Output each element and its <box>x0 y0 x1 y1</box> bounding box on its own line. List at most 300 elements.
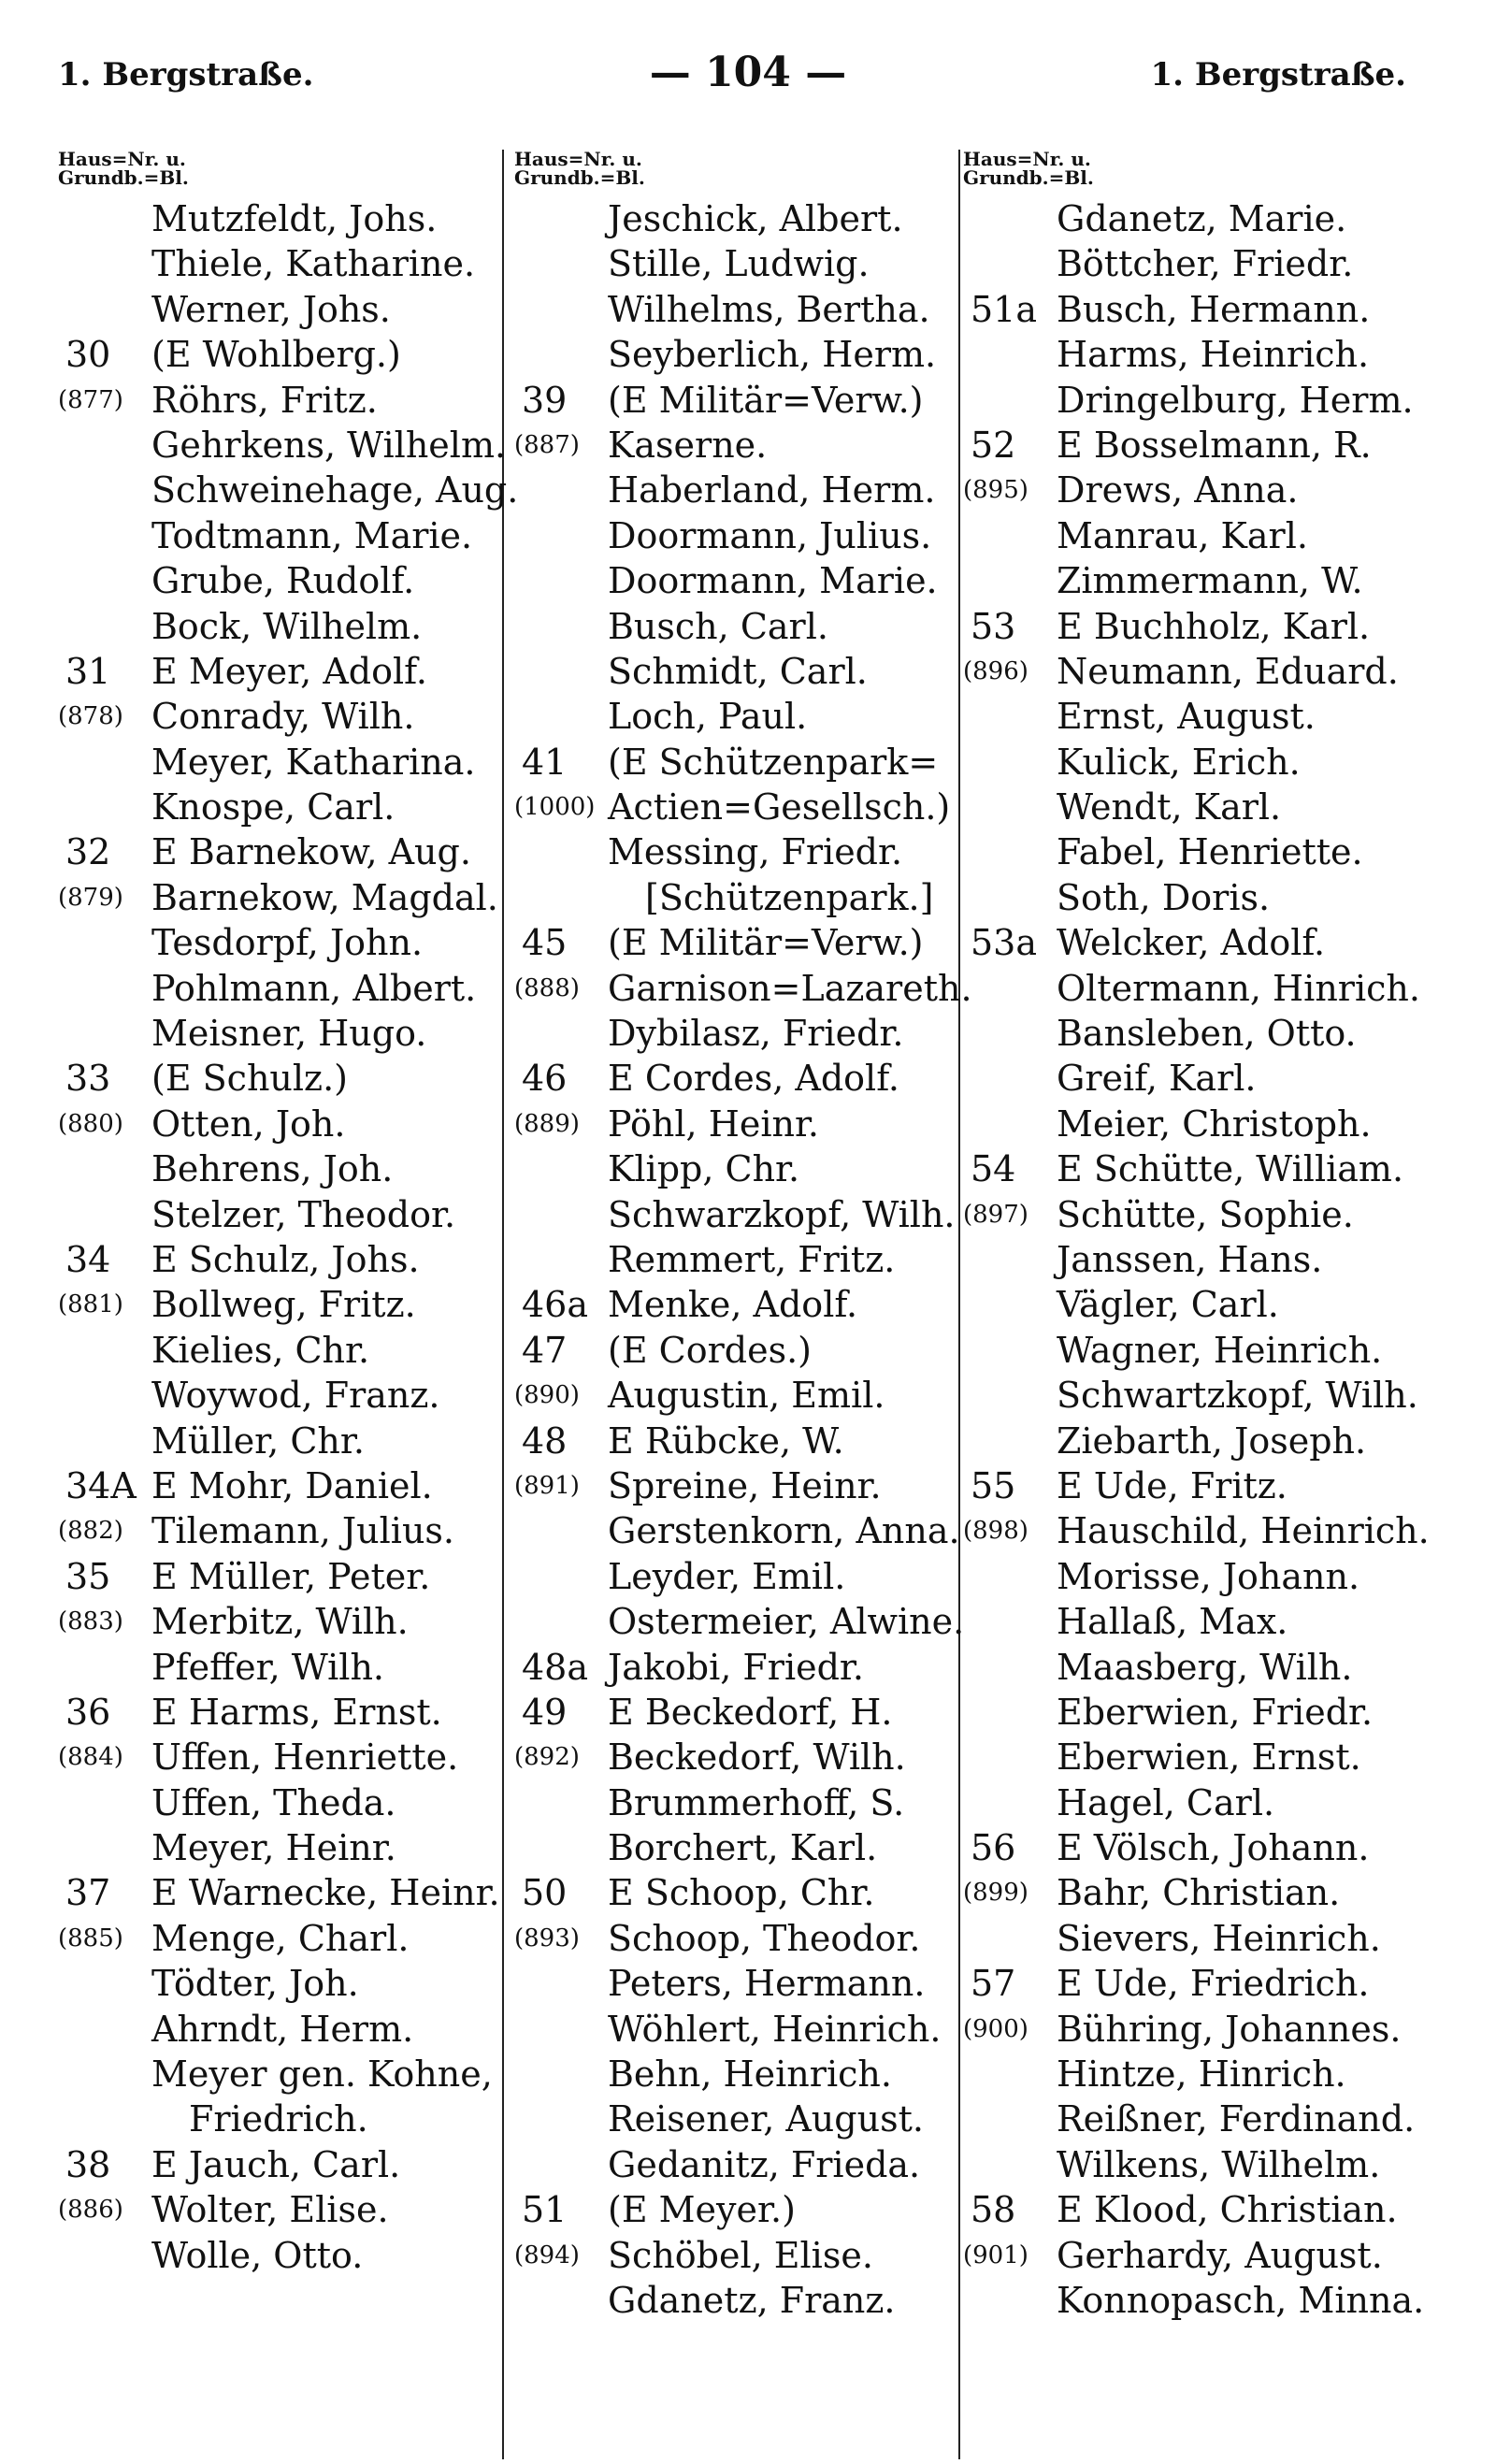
resident-name: Ernst, August. <box>1057 696 1316 738</box>
directory-entry <box>58 1328 502 1373</box>
resident-name: [Schützenpark.] <box>645 876 934 918</box>
house-number: 32 <box>65 831 111 873</box>
directory-column-1 <box>58 148 519 2278</box>
directory-entry <box>963 1508 1431 1553</box>
resident-name: Reißner, Ferdinand. <box>1057 2098 1416 2140</box>
directory-entry <box>963 920 1431 965</box>
resident-name: Hauschild, Heinrich. <box>1057 1510 1430 1552</box>
running-header-right: 1. Bergstraße. <box>1150 56 1406 94</box>
parcel-number: (879) <box>58 883 123 912</box>
directory-entry <box>58 1916 502 1961</box>
directory-entry <box>963 1192 1431 1237</box>
directory-entry <box>963 875 1431 920</box>
resident-name: Menge, Charl. <box>151 1917 410 1959</box>
house-number: 30 <box>65 334 111 376</box>
directory-entry <box>58 1599 502 1644</box>
directory-entry <box>963 1419 1431 1463</box>
resident-name: Spreine, Heinr. <box>608 1464 882 1506</box>
directory-entry <box>514 1961 963 2006</box>
directory-entry <box>963 1780 1431 1825</box>
directory-entry <box>963 1102 1431 1146</box>
directory-entry <box>58 2142 502 2187</box>
parcel-number: (899) <box>963 1879 1028 1908</box>
resident-name: Ahrndt, Herm. <box>151 2008 414 2050</box>
parcel-number: (878) <box>58 702 123 731</box>
directory-entry <box>514 2052 963 2097</box>
resident-name: Janssen, Hans. <box>1057 1238 1323 1280</box>
directory-entry <box>58 1735 502 1780</box>
resident-name: Tesdorpf, John. <box>151 922 424 964</box>
directory-entry <box>963 1645 1431 1690</box>
resident-name: Welcker, Adolf. <box>1057 922 1326 964</box>
resident-name: Uffen, Theda. <box>151 1781 396 1823</box>
directory-entry <box>963 2007 1431 2052</box>
house-number: 48 <box>522 1419 568 1462</box>
resident-name: Grube, Rudolf. <box>151 560 415 602</box>
resident-name: E Meyer, Adolf. <box>151 650 427 692</box>
resident-name: Wilhelms, Bertha. <box>608 288 930 330</box>
parcel-number: (886) <box>58 2196 123 2225</box>
parcel-number: (884) <box>58 1743 123 1772</box>
resident-name: E Ude, Friedrich. <box>1057 1963 1370 2005</box>
house-number: 58 <box>971 2189 1016 2231</box>
directory-entry <box>514 2007 963 2052</box>
house-number: 35 <box>65 1555 111 1597</box>
directory-entry <box>514 1599 963 1644</box>
house-number: 53 <box>971 605 1016 647</box>
resident-name: Maasberg, Wilh. <box>1057 1646 1353 1688</box>
directory-entry <box>58 1961 502 2006</box>
directory-entry <box>58 332 502 377</box>
column-header <box>58 150 502 193</box>
page-number: — 104 — <box>649 49 847 96</box>
directory-entry <box>963 1282 1431 1327</box>
house-number: 53a <box>971 922 1038 964</box>
resident-name: Stelzer, Theodor. <box>151 1193 456 1235</box>
directory-entry <box>514 1192 963 1237</box>
directory-entry <box>58 1146 502 1191</box>
directory-column-3 <box>963 150 1431 2323</box>
resident-name: Busch, Hermann. <box>1057 288 1371 330</box>
directory-entry <box>514 649 963 694</box>
resident-name: Haberland, Herm. <box>608 469 936 512</box>
resident-name: Pfeffer, Wilh. <box>151 1646 385 1688</box>
resident-name: Tödter, Joh. <box>151 1963 359 2005</box>
resident-name: Schoop, Theodor. <box>608 1917 921 1959</box>
house-number: 34 <box>65 1238 111 1280</box>
parcel-number: (1000) <box>514 793 596 822</box>
directory-entry <box>514 1554 963 1599</box>
directory-entry <box>514 829 963 874</box>
resident-name: Friedrich. <box>189 2098 368 2140</box>
directory-entry <box>58 196 502 241</box>
directory-entry <box>963 1916 1431 1961</box>
house-number: 51 <box>522 2189 568 2231</box>
house-number: 33 <box>65 1058 111 1100</box>
resident-name: Reisener, August. <box>608 2098 924 2140</box>
directory-entry <box>58 1645 502 1690</box>
parcel-number: (897) <box>963 1200 1028 1229</box>
directory-entry <box>963 378 1431 423</box>
directory-entry <box>514 378 963 423</box>
house-number: 47 <box>522 1329 568 1371</box>
directory-entry <box>58 1870 502 1915</box>
directory-entry <box>514 1419 963 1463</box>
resident-name: Hallaß, Max. <box>1057 1601 1288 1643</box>
directory-entry <box>58 694 502 739</box>
resident-name: Behn, Heinrich. <box>608 2053 892 2096</box>
resident-name: Klipp, Chr. <box>608 1148 800 1190</box>
resident-name: Eberwien, Ernst. <box>1057 1736 1361 1779</box>
house-number: 41 <box>522 741 568 783</box>
house-number: 34A <box>65 1464 137 1506</box>
resident-name: Knospe, Carl. <box>151 786 396 829</box>
parcel-number: (877) <box>58 385 123 414</box>
directory-entry <box>514 2233 963 2278</box>
resident-name: Brummerhoff, S. <box>608 1781 905 1823</box>
house-number: 31 <box>65 650 111 692</box>
resident-name: Woywod, Franz. <box>151 1375 440 1417</box>
directory-entry <box>963 1463 1431 1508</box>
directory-entry <box>58 241 502 286</box>
directory-entry <box>963 2052 1431 2097</box>
directory-entry <box>58 2187 502 2232</box>
directory-rows <box>963 196 1431 2323</box>
resident-name: Pohlmann, Albert. <box>151 967 477 1009</box>
resident-name: E Ude, Fritz. <box>1057 1464 1287 1506</box>
resident-name: Gdanetz, Franz. <box>608 2279 896 2321</box>
directory-entry <box>514 604 963 649</box>
resident-name: Bock, Wilhelm. <box>151 605 423 647</box>
directory-entry <box>963 423 1431 468</box>
resident-name: Neumann, Eduard. <box>1057 650 1399 692</box>
directory-entry <box>963 2142 1431 2187</box>
directory-entry <box>514 1011 963 1056</box>
parcel-number: (894) <box>514 2241 580 2269</box>
resident-name: Pöhl, Heinr. <box>608 1102 820 1145</box>
parcel-number: (896) <box>963 656 1028 685</box>
column-header-line: Haus=Nr. u. <box>58 148 186 170</box>
directory-entry <box>58 378 502 423</box>
directory-entry <box>514 2142 963 2187</box>
directory-entry <box>58 1373 502 1418</box>
resident-name: Merbitz, Wilh. <box>151 1601 409 1643</box>
resident-name: Barnekow, Magdal. <box>151 876 498 918</box>
parcel-number: (889) <box>514 1109 580 1138</box>
column-header-line: Haus=Nr. u. <box>514 148 642 170</box>
house-number: 57 <box>971 1963 1016 2005</box>
resident-name: Dybilasz, Friedr. <box>608 1013 904 1055</box>
directory-entry <box>514 1825 963 1870</box>
resident-name: Wagner, Heinrich. <box>1057 1329 1383 1371</box>
resident-name: Röhrs, Fritz. <box>151 379 378 421</box>
resident-name: Bansleben, Otto. <box>1057 1013 1357 1055</box>
resident-name: Wilkens, Wilhelm. <box>1057 2143 1381 2185</box>
parcel-number: (883) <box>58 1607 123 1636</box>
directory-entry <box>58 1419 502 1463</box>
resident-name: Eberwien, Friedr. <box>1057 1691 1374 1733</box>
directory-entry <box>963 1328 1431 1373</box>
house-number: 46 <box>522 1058 568 1100</box>
directory-entry <box>514 2278 963 2323</box>
directory-entry <box>58 2052 502 2097</box>
column-header <box>963 150 1431 193</box>
parcel-number: (901) <box>963 2241 1028 2269</box>
resident-name: (E Wohlberg.) <box>151 334 401 376</box>
resident-name: Sievers, Heinrich. <box>1057 1917 1381 1959</box>
resident-name: Harms, Heinrich. <box>1057 334 1370 376</box>
directory-entry <box>963 785 1431 829</box>
parcel-number: (895) <box>963 476 1028 505</box>
directory-entry <box>963 558 1431 603</box>
directory-entry <box>514 785 963 829</box>
resident-name: Wolter, Elise. <box>151 2189 389 2231</box>
column-header-line: Grundb.=Bl. <box>963 166 1094 189</box>
resident-name: E Völsch, Johann. <box>1057 1827 1370 1869</box>
directory-entry <box>514 1102 963 1146</box>
resident-name: Menke, Adolf. <box>608 1284 858 1326</box>
resident-name: E Buchholz, Karl. <box>1057 605 1371 647</box>
resident-name: Meyer, Heinr. <box>151 1827 396 1869</box>
resident-name: E Beckedorf, H. <box>608 1691 893 1733</box>
resident-name: Wendt, Karl. <box>1057 786 1282 829</box>
parcel-number: (888) <box>514 973 580 1002</box>
directory-entry <box>963 694 1431 739</box>
directory-entry <box>963 287 1431 332</box>
directory-entry <box>963 2187 1431 2232</box>
resident-name: E Schoop, Chr. <box>608 1872 875 1914</box>
directory-entry <box>58 1237 502 1282</box>
directory-entry <box>58 829 502 874</box>
directory-rows <box>58 196 519 2278</box>
directory-entry <box>963 1690 1431 1735</box>
resident-name: Loch, Paul. <box>608 696 808 738</box>
directory-entry <box>963 196 1431 241</box>
directory-entry <box>963 241 1431 286</box>
directory-entry <box>963 1599 1431 1644</box>
directory-entry <box>963 1961 1431 2006</box>
directory-entry <box>514 241 963 286</box>
resident-name: Augustin, Emil. <box>608 1375 885 1417</box>
directory-entry <box>514 2097 963 2141</box>
resident-name: Böttcher, Friedr. <box>1057 243 1354 285</box>
directory-entry <box>514 1146 963 1191</box>
directory-entry <box>58 1554 502 1599</box>
directory-entry <box>58 1282 502 1327</box>
directory-entry <box>514 966 972 1011</box>
directory-entry <box>58 604 502 649</box>
directory-entry <box>963 1237 1431 1282</box>
directory-entry <box>963 966 1431 1011</box>
directory-entry <box>963 2233 1431 2278</box>
directory-entry <box>963 1056 1431 1101</box>
resident-name: Hintze, Hinrich. <box>1057 2053 1346 2096</box>
directory-entry <box>58 920 502 965</box>
directory-entry <box>58 287 502 332</box>
resident-name: Todtmann, Marie. <box>151 514 473 556</box>
resident-name: Meier, Christoph. <box>1057 1102 1372 1145</box>
parcel-number: (890) <box>514 1381 580 1410</box>
directory-entry <box>963 2097 1431 2141</box>
resident-name: Otten, Joh. <box>151 1102 346 1145</box>
directory-entry <box>58 1690 502 1735</box>
resident-name: Jeschick, Albert. <box>608 198 903 239</box>
resident-name: E Harms, Ernst. <box>151 1691 442 1733</box>
parcel-number: (892) <box>514 1743 580 1772</box>
house-number: 36 <box>65 1691 111 1733</box>
parcel-number: (898) <box>963 1517 1028 1546</box>
resident-name: E Mohr, Daniel. <box>151 1464 433 1506</box>
resident-name: Garnison=Lazareth. <box>608 967 972 1009</box>
column-header-line: Grundb.=Bl. <box>58 166 189 189</box>
directory-entry <box>58 468 519 512</box>
directory-entry <box>514 1508 963 1553</box>
resident-name: Manrau, Karl. <box>1057 514 1308 556</box>
directory-entry <box>963 2278 1431 2323</box>
directory-entry <box>514 1735 963 1780</box>
directory-entry <box>58 2007 502 2052</box>
resident-name: Gerhardy, August. <box>1057 2234 1383 2276</box>
directory-entry <box>963 1870 1431 1915</box>
directory-entry <box>58 558 502 603</box>
house-number: 38 <box>65 2143 111 2185</box>
resident-name: Kaserne. <box>608 424 768 466</box>
directory-entry <box>58 1508 502 1553</box>
resident-name: E Barnekow, Aug. <box>151 831 471 873</box>
resident-name: (E Militär=Verw.) <box>608 379 924 421</box>
resident-name: Morisse, Johann. <box>1057 1555 1360 1597</box>
column-header <box>514 150 963 193</box>
resident-name: Gehrkens, Wilhelm. <box>151 424 507 466</box>
resident-name: Schwarzkopf, Wilh. <box>608 1193 956 1235</box>
directory-entry <box>963 1554 1431 1599</box>
house-number: 51a <box>971 288 1038 330</box>
directory-entry <box>514 2187 963 2232</box>
house-number: 50 <box>522 1872 568 1914</box>
resident-name: Gdanetz, Marie. <box>1057 198 1347 239</box>
directory-entry <box>514 558 963 603</box>
resident-name: Tilemann, Julius. <box>151 1510 455 1552</box>
column-header-line: Haus=Nr. u. <box>963 148 1091 170</box>
directory-entry <box>58 1192 502 1237</box>
directory-entry <box>514 423 963 468</box>
directory-column-2 <box>514 148 972 2323</box>
resident-name: Schöbel, Elise. <box>608 2234 873 2276</box>
directory-entry <box>963 1735 1431 1780</box>
parcel-number: (882) <box>58 1517 123 1546</box>
directory-entry <box>58 875 502 920</box>
resident-name: Wöhlert, Heinrich. <box>608 2008 942 2050</box>
resident-name: E Rübcke, W. <box>608 1419 844 1462</box>
resident-name: E Bosselmann, R. <box>1057 424 1372 466</box>
resident-name: Bollweg, Fritz. <box>151 1284 416 1326</box>
directory-entry <box>58 1825 502 1870</box>
directory-entry <box>963 604 1431 649</box>
directory-entry <box>58 740 502 785</box>
resident-name: E Schulz, Johs. <box>151 1238 420 1280</box>
resident-name: E Warnecke, Heinr. <box>151 1872 500 1914</box>
resident-name: Meyer, Katharina. <box>151 741 476 783</box>
directory-entry <box>514 1056 963 1101</box>
parcel-number: (885) <box>58 1924 123 1952</box>
directory-entry <box>514 920 963 965</box>
resident-name: Peters, Hermann. <box>608 1963 926 2005</box>
directory-entry <box>58 966 502 1011</box>
resident-name: Remmert, Fritz. <box>608 1238 896 1280</box>
house-number: 37 <box>65 1872 111 1914</box>
resident-name: Uffen, Henriette. <box>151 1736 459 1779</box>
resident-name: (E Meyer.) <box>608 2189 796 2231</box>
resident-name: Oltermann, Hinrich. <box>1057 967 1420 1009</box>
house-number: 49 <box>522 1691 568 1733</box>
directory-entry <box>58 2233 502 2278</box>
resident-name: Kielies, Chr. <box>151 1329 370 1371</box>
directory-entry <box>514 1870 963 1915</box>
house-number: 46a <box>522 1284 589 1326</box>
directory-entry <box>58 513 502 558</box>
directory-entry <box>963 1146 1431 1191</box>
directory-entry <box>58 423 507 468</box>
directory-entry <box>58 785 502 829</box>
directory-entry <box>514 1328 963 1373</box>
directory-entry <box>514 1916 963 1961</box>
house-number: 55 <box>971 1464 1016 1506</box>
house-number: 52 <box>971 424 1016 466</box>
directory-entry <box>963 740 1431 785</box>
directory-entry <box>58 649 502 694</box>
resident-name: Müller, Chr. <box>151 1419 365 1462</box>
directory-entry <box>514 1282 963 1327</box>
directory-entry <box>963 1011 1431 1056</box>
resident-name: Doormann, Julius. <box>608 514 932 556</box>
directory-entry <box>58 1780 502 1825</box>
directory-entry <box>58 2097 502 2141</box>
resident-name: Bühring, Johannes. <box>1057 2008 1402 2050</box>
resident-name: E Jauch, Carl. <box>151 2143 401 2185</box>
resident-name: Thiele, Katharine. <box>151 243 476 285</box>
resident-name: Wolle, Otto. <box>151 2234 364 2276</box>
parcel-number: (887) <box>514 430 580 459</box>
resident-name: Actien=Gesellsch.) <box>608 786 951 829</box>
house-number: 48a <box>522 1646 589 1688</box>
directory-entry <box>963 1825 1431 1870</box>
resident-name: Greif, Karl. <box>1057 1058 1257 1100</box>
running-header-left: 1. Bergstraße. <box>58 56 314 94</box>
directory-entry <box>514 287 963 332</box>
resident-name: E Müller, Peter. <box>151 1555 431 1597</box>
directory-entry <box>514 875 963 920</box>
resident-name: Bahr, Christian. <box>1057 1872 1341 1914</box>
directory-entry <box>963 513 1431 558</box>
resident-name: Gedanitz, Frieda. <box>608 2143 921 2185</box>
resident-name: Meisner, Hugo. <box>151 1013 427 1055</box>
directory-entry <box>514 196 963 241</box>
resident-name: Schwartzkopf, Wilh. <box>1057 1375 1418 1417</box>
resident-name: Hagel, Carl. <box>1057 1781 1275 1823</box>
directory-entry <box>514 740 963 785</box>
resident-name: Ostermeier, Alwine. <box>608 1601 965 1643</box>
directory-entry <box>514 1373 963 1418</box>
resident-name: Beckedorf, Wilh. <box>608 1736 906 1779</box>
resident-name: Gerstenkorn, Anna. <box>608 1510 960 1552</box>
house-number: 45 <box>522 922 568 964</box>
directory-entry <box>514 468 963 512</box>
resident-name: Vägler, Carl. <box>1057 1284 1279 1326</box>
directory-entry <box>58 1102 502 1146</box>
parcel-number: (900) <box>963 2014 1028 2043</box>
resident-name: Doormann, Marie. <box>608 560 938 602</box>
resident-name: Drews, Anna. <box>1057 469 1299 512</box>
